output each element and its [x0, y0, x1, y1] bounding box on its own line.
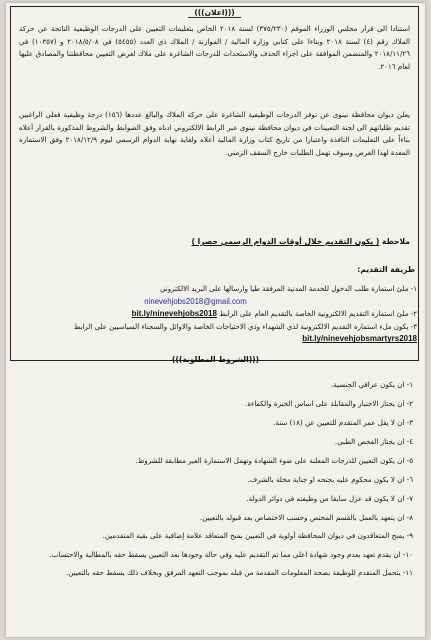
note-text: ( يكون التقديم خلال أوقات الدوام الرسمي حصرا ): [191, 237, 380, 246]
application-method-list: [14, 283, 417, 346]
method-step-3: ٣- يكون ملء استمارة التقديم الالكترونية لذي الشهداء وذي الاحتياجات الخاصة والاوائل والسجناء السياسيين على الرابط: [73, 322, 417, 331]
method-step-2: ٢- ملئ استمارة التقديم الالكترونية الخاصة بالتقديم العام على الرابط: [219, 310, 417, 319]
email-address[interactable]: ninevehjobs2018@gmail.com: [144, 296, 247, 306]
announcement-note: [19, 237, 410, 246]
announcement-title: (((اعلان))): [11, 8, 418, 17]
conditions-list: [14, 375, 413, 583]
condition-item: ٦- ان لا يكون محكوم عليه بجنحه او جناية مخلة بالشرف.: [247, 475, 413, 484]
condition-item: ١- ان يكون عراقي الجنسية.: [330, 380, 413, 389]
condition-item: ١٠- ان يقدم تعهد بعدم وجود شهادة اعلى مما تم التقديم عليه وفي حالة وجودها بعد التعيين يسقط حقه بالمطالبة والاحتساب.: [49, 549, 413, 559]
application-method-title: طريقة التقديم:: [357, 265, 415, 274]
announcement-paragraph-1: استنادا الى قرار مجلس الوزراء الموقم (٣٧٥/٢٣٠) لسنة ٢٠١٨ الخاص بتعليمات التعيين على الدرجات الوظيفية الناتجة عن حركة الملاك رقم (٤) لسنة ٢٠١٨ وبناءا على كتابي وزارة المالية / الموازنة / الملاك ذي العدد (٥٤٥٥) في ٢٠١٨/٥/٠٨ و (١٠٣٥٧) في ٢٠١٨/١١/٢٦ والمتضمن الموافقة على اجراء الحذف والاستحداث للدرجات الشاغرة على ملاك لغرض التعيين محافظتنا والمصادق عليها لعام ٢٠١٦.: [19, 24, 411, 71]
martyrs-application-link[interactable]: bit.ly/ninevehjobsmartyrs2018: [302, 334, 417, 344]
condition-item: ٥- ان يكون التعيين للدرجات المعلنة على ضوء الشهادة وتهمل الاستمارة الغير مطابقة للشروط.: [135, 456, 413, 465]
document-page: [6, 3, 425, 637]
condition-item: ٧- ان لا يكون قد عزل سابقا من وظيفته في دوائر الدولة.: [246, 494, 413, 503]
conditions-title: (((الشروط المطلوبة))): [171, 355, 260, 364]
condition-item: ٩- يمنح المتعاقدون في ديوان المحافظة أولوية في التعيين بمنح المتعاقد علامة إضافية على بقية المتقدمين.: [102, 531, 413, 540]
condition-item: ٤- ان يجتاز الفحص الطبي.: [334, 437, 413, 446]
general-application-link[interactable]: bit.ly/ninevehjobs2018: [131, 309, 217, 319]
note-label: ملاحظة: [382, 237, 410, 246]
condition-item: ٨- ان يتعهد بالعمل بالقسم المختص وحسب الاختصاص بعد قبوله بالتعيين.: [199, 513, 413, 522]
announcement-paragraph-2: يعلن ديوان محافظة نينوى عن توفر الدرجات الوظيفية الشاغرة على حركة الملاك والبالغ عددها (١٥٦) درجة وظيفية فعلى الراغبين تقديم طلباتهم الى لجنة التعيينات في ديوان محافظة نينوى عبر الرابط الالكتروني ادناه وفق الضوابط والشروط المذكورة بالقرار أعلاه بناءاً على التعليمات النافذة واعتبارا من تاريخ كتاب وزارة المالية أعلاه ولغاية نهاية الدوام الرسمي ليوم ٢٠١٨/١٢/٩ وفق الاستمارة المعدة لهذا الغرض وسوف تهمل الطلبات خارج السقف الزمني.: [19, 110, 410, 157]
condition-item: ٣- ان لا يقل عمر المتقدم للتعيين عن (١٨) سنة.: [273, 418, 413, 427]
condition-item: ١١- يتحمل المتقدم للوظيفة بصحة المعلومات المقدمة من قبله بموجب التعهد المرفق وبخلاف ذلك يسقط حقه بالتعيين.: [65, 568, 413, 577]
condition-item: ٢- ان يجتاز الاختبار والمقابلة على اساس الخبرة والكفاءة.: [245, 399, 413, 408]
method-step-1: ١- ملئ استمارة طلب الدخول للخدمة المدنية المرفقة طيا وارسالها على البريد الالكتروني: [159, 285, 417, 293]
